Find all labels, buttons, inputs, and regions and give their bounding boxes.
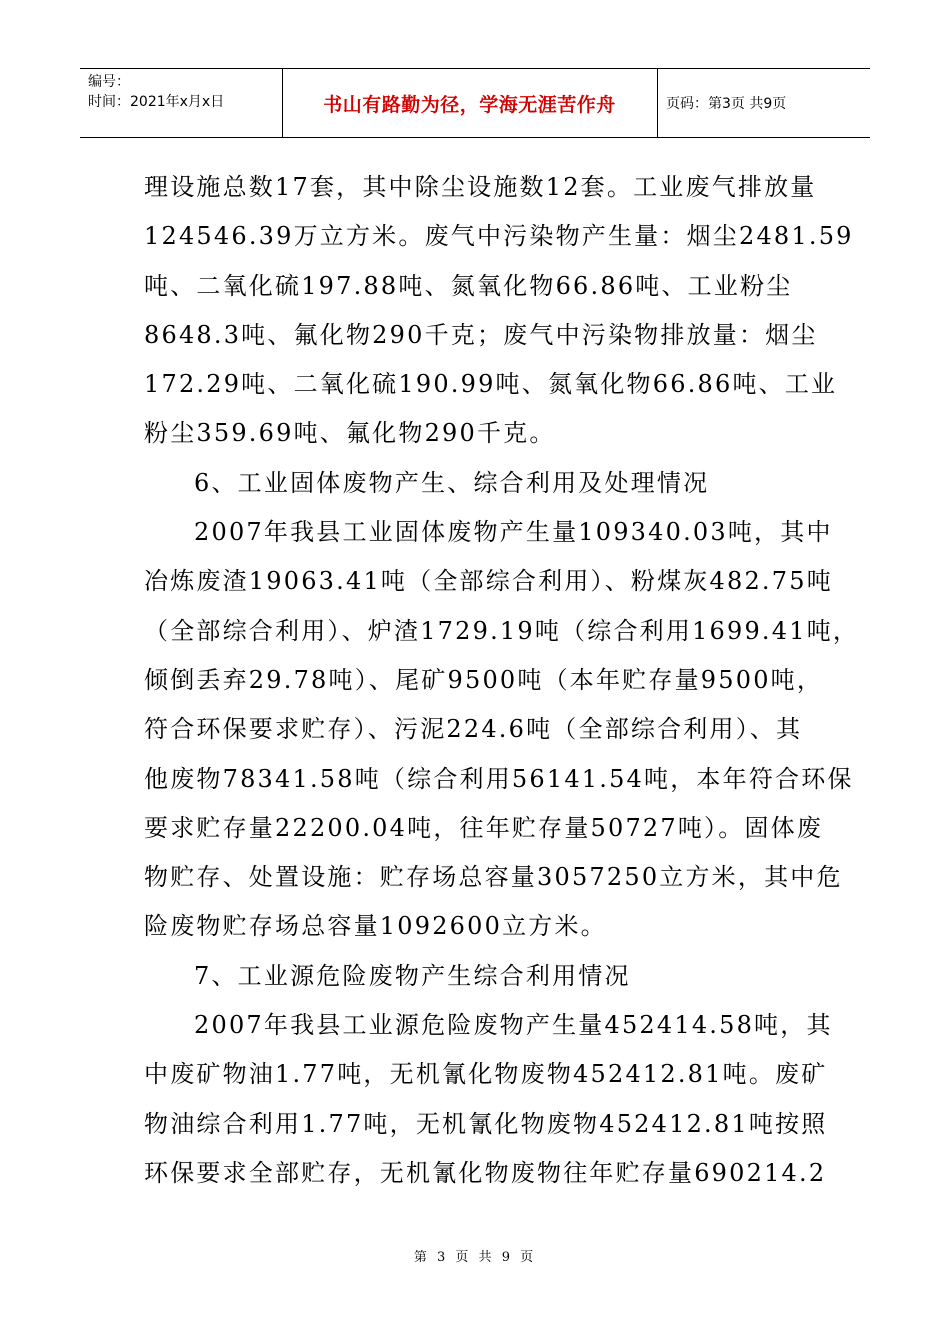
header-motto: 书山有路勤为径，学海无涯苦作舟 xyxy=(323,93,616,116)
document-date-label: 时间：2021年x月x日 xyxy=(88,94,225,110)
body-line: 他废物78341.58吨（综合利用56141.54吨，本年符合环保 xyxy=(144,764,854,793)
document-body xyxy=(144,163,860,1198)
body-line: 124546.39万立方米。废气中污染物产生量：烟尘2481.59 xyxy=(144,222,854,251)
body-line: 险废物贮存场总容量1092600立方米。 xyxy=(144,912,607,941)
body-line: 中废矿物油1.77吨，无机氰化物废物452412.81吨。废矿 xyxy=(144,1060,828,1089)
body-line: 倾倒丢弃29.78吨）、尾矿9500吨（本年贮存量9500吨， xyxy=(144,665,824,694)
section-heading: 6、工业固体废物产生、综合利用及处理情况 xyxy=(194,468,710,497)
section-heading: 7、工业源危险废物产生综合利用情况 xyxy=(194,961,631,990)
body-line: 8648.3吨、氟化物290千克；废气中污染物排放量：烟尘 xyxy=(144,320,818,349)
body-line: 物贮存、处置设施：贮存场总容量3057250立方米，其中危 xyxy=(144,863,843,892)
page-header xyxy=(80,68,870,138)
document-number-label: 编号： xyxy=(88,74,130,90)
header-page-cell xyxy=(658,69,870,137)
body-line: 2007年我县工业固体废物产生量109340.03吨，其中 xyxy=(194,518,833,547)
header-page-info: 页码：第3页 共9页 xyxy=(666,96,787,112)
body-line: 理设施总数17套，其中除尘设施数12套。工业废气排放量 xyxy=(144,173,817,201)
header-meta xyxy=(80,69,283,137)
body-line: （全部综合利用）、炉渣1729.19吨（综合利用1699.41吨， xyxy=(144,616,860,645)
body-line: 符合环保要求贮存）、污泥224.6吨（全部综合利用）、其 xyxy=(144,715,803,744)
body-line: 冶炼废渣19063.41吨（全部综合利用）、粉煤灰482.75吨 xyxy=(144,567,833,596)
header-motto-cell xyxy=(282,69,658,137)
page-footer: 第 3 页 共 9 页 xyxy=(413,1250,537,1265)
body-line: 粉尘359.69吨、氟化物290千克。 xyxy=(144,419,556,448)
body-line: 物油综合利用1.77吨，无机氰化物废物452412.81吨按照 xyxy=(144,1109,828,1138)
body-line: 2007年我县工业源危险废物产生量452414.58吨，其 xyxy=(194,1011,833,1040)
body-line: 吨、二氧化硫197.88吨、氮氧化物66.86吨、工业粉尘 xyxy=(144,271,793,300)
body-line: 172.29吨、二氧化硫190.99吨、氮氧化物66.86吨、工业 xyxy=(144,370,838,399)
body-line: 环保要求全部贮存，无机氰化物废物往年贮存量690214.2 xyxy=(144,1158,827,1187)
body-line: 要求贮存量22200.04吨，往年贮存量50727吨）。固体废 xyxy=(144,813,824,842)
